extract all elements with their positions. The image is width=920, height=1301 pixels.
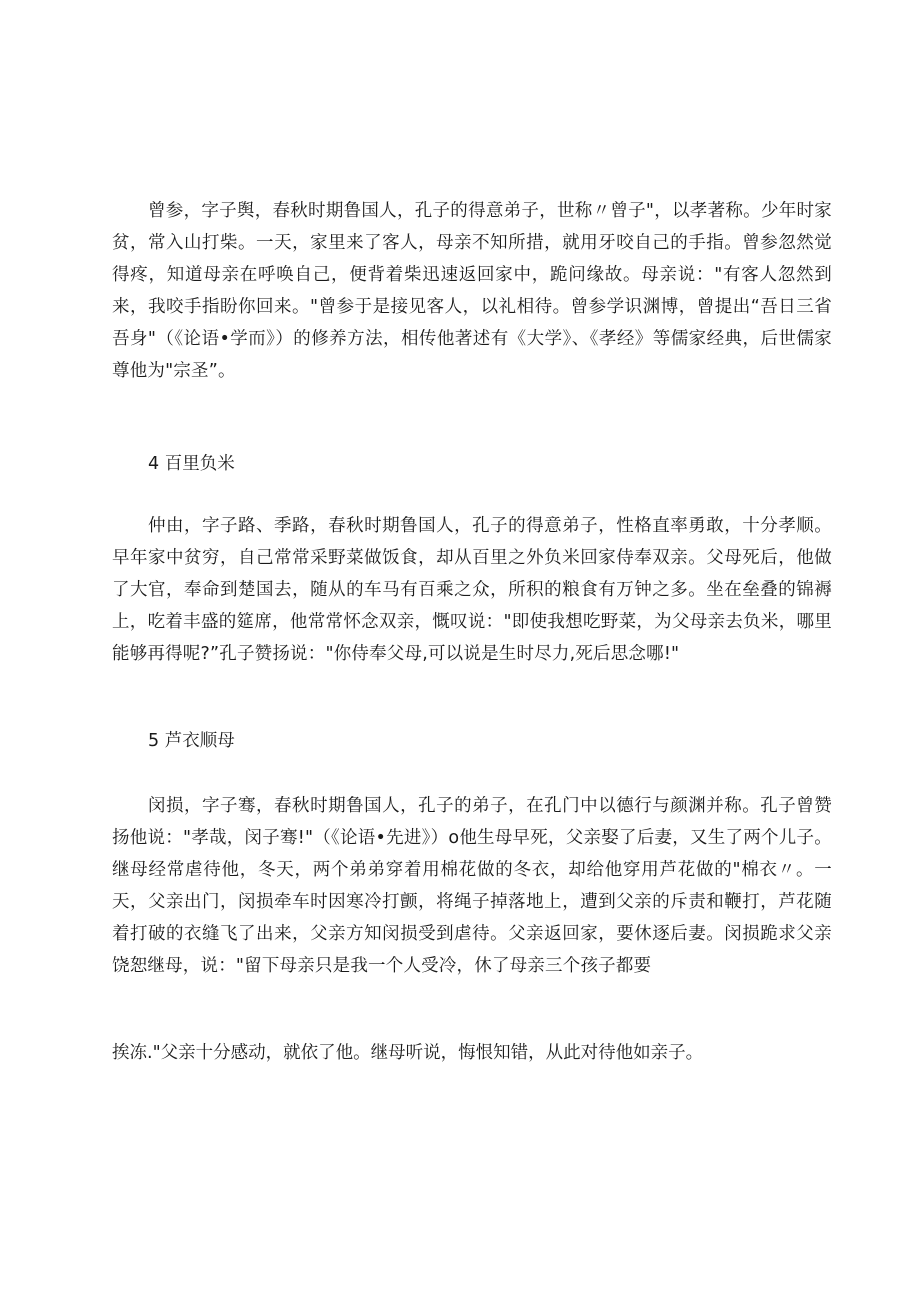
section-heading-4: 4 百里负米 [148, 454, 235, 474]
paragraph-continuation: 挨冻."父亲十分感动，就依了他。继母听说，悔恨知错，从此对待他如亲子。 [112, 1043, 704, 1063]
paragraph-min-sun: 闵损，字子骞，春秋时期鲁国人，孔子的弟子，在孔门中以德行与颜渊并称。孔子曾赞扬他说："孝哉，闵子骞!"（《论语•先进》）o他生母早死，父亲娶了后妻，又生了两个儿子。继母经常虐待他，冬天，两个弟弟穿着用棉花做的冬衣，却给他穿用芦花做的"棉衣〃。一天，父亲出门，闵损牵车时因寒冷打颤，将绳子掉落地上，遭到父亲的斥责和鞭打，芦花随着打破的衣缝飞了出来，父亲方知闵损受到虐待。父亲返回家，要休逐后妻。闵损跪求父亲饶恕继母，说："留下母亲只是我一个人受冷，休了母亲三个孩子都要 [112, 796, 832, 976]
paragraph-zeng-shen: 曾参，字子舆，春秋时期鲁国人，孔子的得意弟子，世称〃曾子"，以孝著称。少年时家贫，常入山打柴。一天，家里来了客人，母亲不知所措，就用牙咬自己的手指。曾参忽然觉得疼，知道母亲在呼唤自己，便背着柴迅速返回家中，跪问缘故。母亲说："有客人忽然到来，我咬手指盼你回来。"曾参于是接见客人，以礼相待。曾参学识渊博，曾提出“吾日三省吾身"（《论语•学而》）的修养方法，相传他著述有《大学》、《孝经》等儒家经典，后世儒家尊他为"宗圣”。 [112, 201, 832, 381]
section-heading-5: 5 芦衣顺母 [148, 731, 235, 751]
paragraph-zhong-you: 仲由，字子路、季路，春秋时期鲁国人，孔子的得意弟子，性格直率勇敢，十分孝顺。早年家中贫穷，自己常常采野菜做饭食，却从百里之外负米回家侍奉双亲。父母死后，他做了大官，奉命到楚国去，随从的车马有百乘之众，所积的粮食有万钟之多。坐在垒叠的锦褥上，吃着丰盛的筵席，他常常怀念双亲，慨叹说："即使我想吃野菜，为父母亲去负米，哪里能够再得呢?”孔子赞扬说："你侍奉父母,可以说是生时尽力,死后思念哪!" [112, 516, 832, 664]
